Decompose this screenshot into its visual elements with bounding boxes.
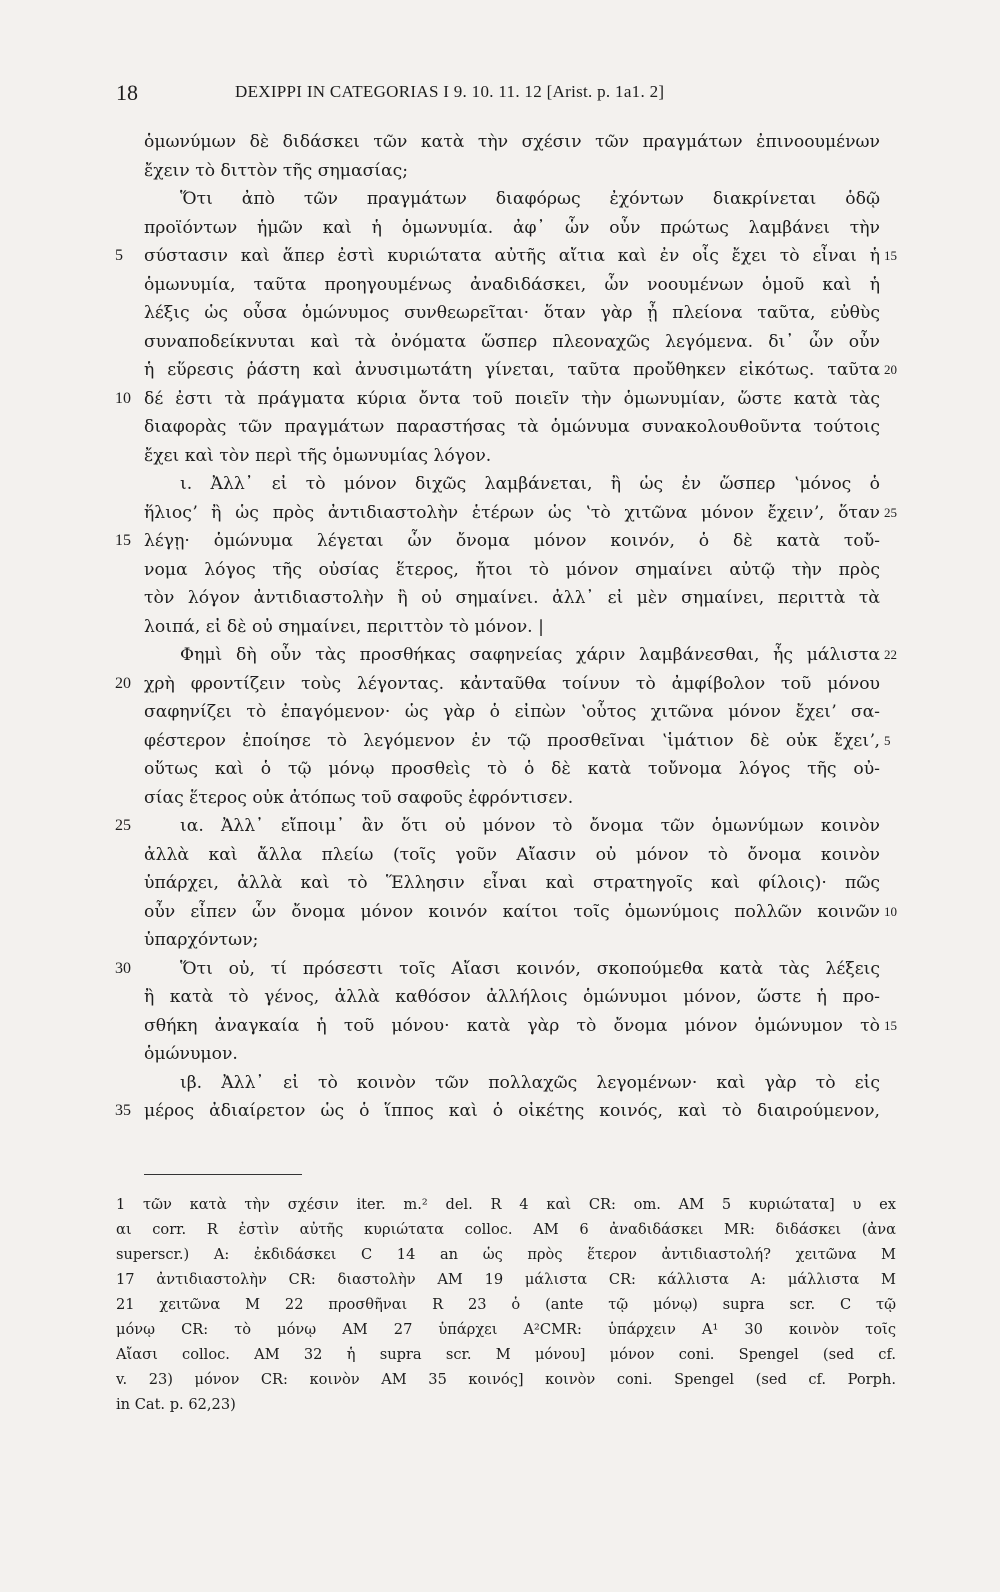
page-header	[0, 80, 1000, 110]
text-line	[0, 413, 1000, 442]
line-text: ια. Ἀλλ᾽ εἴποιμ᾽ ἂν ὅτι οὐ μόνον τὸ ὄνομα τῶν ὁμωνύμων κοινὸν	[180, 816, 880, 836]
line-text: ἔχειν τὸ διττὸν τῆς σημασίας;	[144, 160, 409, 181]
critical-apparatus	[116, 1192, 896, 1417]
text-line	[0, 841, 1000, 870]
line-number: 10	[115, 389, 131, 407]
text-line	[0, 556, 1000, 585]
line-text: ι. Ἀλλ᾽ εἰ τὸ μόνον διχῶς λαμβάνεται, ἢ ὡς ἐν ὥσπερ ʽμόνος ὁ	[180, 474, 880, 494]
line-text: προϊόντων ἡμῶν καὶ ἡ ὁμωνυμία. ἀφ᾽ ὧν οὖν πρώτως λαμβάνει τὴν	[144, 217, 880, 238]
text-line	[0, 1040, 1000, 1069]
footnote-line: μόνῳ CR: τὸ μόνῳ AM 27 ὑπάρχει A²CMR: ὑπάρχειν A¹ 30 κοινὸν τοῖς	[116, 1321, 896, 1338]
line-text: νομα λόγος τῆς οὐσίας ἕτερος, ἤτοι τὸ μόνον σημαίνει αὐτῷ τὴν πρὸς	[144, 559, 880, 580]
text-line	[0, 442, 1000, 471]
text-line	[0, 328, 1000, 357]
line-text: ὑπαρχόντων;	[144, 930, 259, 950]
footnote-line: 1 τῶν κατὰ τὴν σχέσιν iter. m.² del. R 4 καὶ CR: om. AM 5 κυριώτατα] υ ex	[116, 1196, 896, 1213]
margin-reference-number: 15	[884, 1017, 897, 1033]
footnote-line: αι corr. R ἐστὶν αὐτῆς κυριώτατα colloc. AM 6 ἀναδιδάσκει MR: διδάσκει (ἀνα	[116, 1221, 896, 1238]
text-line	[0, 385, 1000, 414]
footnote-line: in Cat. p. 62,23)	[116, 1396, 236, 1413]
text-line	[0, 157, 1000, 186]
footnote-line: 21 χειτῶνα M 22 προσθῆναι R 23 ὁ (ante τῷ μόνῳ) supra scr. C τῷ	[116, 1296, 896, 1313]
text-line	[0, 185, 1000, 214]
page-number: 18	[116, 80, 138, 105]
text-line	[0, 955, 1000, 984]
footnote-line: superscr.) A: ἐκδιδάσκει C 14 an ὡς πρὸς ἕτερον ἀντιδιαστολή? χειτῶνα M	[116, 1246, 896, 1263]
margin-reference-number: 22	[884, 647, 897, 662]
text-line	[0, 499, 1000, 528]
margin-reference-number: 20	[884, 362, 897, 377]
text-line	[0, 214, 1000, 243]
running-head: DEXIPPI IN CATEGORIAS I 9. 10. 11. 12 [Arist. p. 1a1. 2]	[235, 82, 665, 101]
text-line	[0, 641, 1000, 670]
text-line	[0, 128, 1000, 157]
line-number: 15	[115, 532, 131, 549]
text-line	[0, 584, 1000, 613]
line-text: Φημὶ δὴ οὖν τὰς προσθήκας σαφηνείας χάριν λαμβάνεσθαι, ἧς μάλιστα	[180, 645, 880, 665]
margin-reference-number: 10	[884, 903, 897, 919]
line-text: σύστασιν καὶ ἅπερ ἐστὶ κυριώτατα αὐτῆς αἴτια καὶ ἐν οἷς ἔχει τὸ εἶναι ἡ	[144, 246, 880, 266]
line-text: οὕτως καὶ ὁ τῷ μόνῳ προσθεὶς τὸ ὁ δὲ κατὰ τοὔνομα λόγος τῆς οὐ-	[144, 759, 880, 779]
line-number: 25	[115, 817, 131, 834]
line-text: οὖν εἶπεν ὧν ὄνομα μόνον κοινόν καίτοι τοῖς ὁμωνύμοις πολλῶν κοινῶν	[144, 901, 880, 922]
line-text: ὁμώνυμον.	[144, 1044, 238, 1064]
line-text: σίας ἕτερος οὐκ ἀτόπως τοῦ σαφοῦς ἐφρόντισεν.	[144, 787, 574, 808]
line-text: δέ ἐστι τὰ πράγματα κύρια ὄντα τοῦ ποιεῖν τὴν ὁμωνυμίαν, ὥστε κατὰ τὰς	[144, 388, 880, 409]
margin-reference-number: 25	[884, 504, 897, 520]
text-line	[0, 527, 1000, 556]
line-number: 35	[115, 1102, 131, 1119]
line-text: ιβ. Ἀλλ᾽ εἰ τὸ κοινὸν τῶν πολλαχῶς λεγομένων· καὶ γὰρ τὸ εἰς	[180, 1072, 880, 1093]
text-line	[0, 613, 1000, 642]
line-text: σαφηνίζει τὸ ἐπαγόμενον· ὡς γὰρ ὁ εἰπὼν ʽοὗτος χιτῶνα μόνον ἔχειʼ σα-	[144, 702, 880, 722]
text-line	[0, 299, 1000, 328]
text-line	[0, 926, 1000, 955]
line-text: χρὴ φροντίζειν τοὺς λέγοντας. κἀνταῦθα τοίνυν τὸ ἀμφίβολον τοῦ μόνου	[144, 673, 880, 694]
line-text: ἥλιοςʼ ἢ ὡς πρὸς ἀντιδιαστολὴν ἑτέρων ὡς ʽτὸ χιτῶνα μόνον ἔχεινʼ, ὅταν	[144, 502, 880, 523]
line-text: ἀλλὰ καὶ ἄλλα πλείω (τοῖς γοῦν Αἴασιν οὐ μόνον τὸ ὄνομα κοινὸν	[144, 844, 880, 865]
line-text: συναποδείκνυται καὶ τὰ ὀνόματα ὥσπερ πλεοναχῶς λεγόμενα. δι᾽ ὧν οὖν	[144, 331, 880, 352]
text-line	[0, 898, 1000, 927]
text-line	[0, 1097, 1000, 1126]
text-line	[0, 755, 1000, 784]
footnote-line: v. 23) μόνον CR: κοινὸν AM 35 κοινός] κοινὸν coni. Spengel (sed cf. Porph.	[116, 1371, 896, 1388]
line-text: ὁμωνυμία, ταῦτα προηγουμένως ἀναδιδάσκει, ὧν νοουμένων ὁμοῦ καὶ ἡ	[144, 274, 880, 295]
text-line	[0, 869, 1000, 898]
text-line	[0, 698, 1000, 727]
line-text: Ὅτι οὐ, τί πρόσεστι τοῖς Αἴασι κοινόν, σκοπούμεθα κατὰ τὰς λέξεις	[180, 958, 880, 979]
text-line	[0, 271, 1000, 300]
line-text: σθήκη ἀναγκαία ἡ τοῦ μόνου· κατὰ γὰρ τὸ ὄνομα μόνον ὁμώνυμον τὸ	[144, 1015, 880, 1036]
footnote-line: 17 ἀντιδιαστολὴν CR: διαστολὴν AM 19 μάλιστα CR: κάλλιστα A: μάλλιστα M	[116, 1271, 896, 1288]
text-line	[0, 812, 1000, 841]
line-text: μέρος ἀδιαίρετον ὡς ὁ ἵππος καὶ ὁ οἰκέτης κοινός, καὶ τὸ διαιρούμενον,	[144, 1101, 880, 1121]
line-text: ἡ εὕρεσις ῥάστη καὶ ἀνυσιμωτάτη γίνεται, ταῦτα προὔθηκεν εἰκότως. ταῦτα	[144, 360, 880, 380]
footnote-divider	[144, 1174, 302, 1175]
line-number: 20	[115, 674, 131, 692]
text-line	[0, 356, 1000, 385]
footnote-line: Αἴασι colloc. AM 32 ἡ supra scr. M μόνου] μόνον coni. Spengel (sed cf.	[116, 1346, 896, 1363]
margin-reference-number: 5	[884, 732, 891, 748]
text-line	[0, 1012, 1000, 1041]
line-number: 30	[115, 959, 131, 977]
text-line	[0, 670, 1000, 699]
line-text: λέγῃ· ὁμώνυμα λέγεται ὧν ὄνομα μόνον κοινόν, ὁ δὲ κατὰ τοὔ-	[144, 531, 880, 551]
line-text: διαφορὰς τῶν πραγμάτων παραστήσας τὰ ὁμώνυμα συνακολουθοῦντα τούτοις	[144, 417, 880, 437]
line-number: 5	[115, 247, 123, 264]
line-text: τὸν λόγον ἀντιδιαστολὴν ἢ οὐ σημαίνει. ἀλλ᾽ εἰ μὲν σημαίνει, περιττὰ τὰ	[144, 588, 880, 608]
line-text: ὁμωνύμων δὲ διδάσκει τῶν κατὰ τὴν σχέσιν τῶν πραγμάτων ἐπινοουμένων	[144, 132, 880, 152]
line-text: λοιπά, εἰ δὲ οὐ σημαίνει, περιττὸν τὸ μόνον. |	[144, 616, 544, 637]
line-text: ἔχει καὶ τὸν περὶ τῆς ὁμωνυμίας λόγον.	[144, 445, 492, 466]
line-text: λέξις ὡς οὖσα ὁμώνυμος συνθεωρεῖται· ὅταν γὰρ ᾖ πλείονα ταῦτα, εὐθὺς	[144, 303, 880, 323]
main-text	[0, 128, 1000, 1126]
line-text: ἢ κατὰ τὸ γένος, ἀλλὰ καθόσον ἀλλήλοις ὁμώνυμοι μόνον, ὥστε ἡ προ-	[144, 987, 880, 1007]
text-line	[0, 470, 1000, 499]
line-text: φέστερον ἐποίησε τὸ λεγόμενον ἐν τῷ προσθεῖναι ʽἱμάτιον δὲ οὐκ ἔχειʼ,	[144, 730, 880, 751]
line-text: Ὅτι ἀπὸ τῶν πραγμάτων διαφόρως ἐχόντων διακρίνεται ὁδῷ	[180, 189, 880, 209]
margin-reference-number: 15	[884, 248, 897, 263]
text-line	[0, 242, 1000, 271]
text-line	[0, 784, 1000, 813]
text-line	[0, 983, 1000, 1012]
line-text: ὑπάρχει, ἀλλὰ καὶ τὸ Ἕλλησιν εἶναι καὶ στρατηγοῖς καὶ φίλοις)· πῶς	[144, 873, 880, 893]
text-line	[0, 727, 1000, 756]
text-line	[0, 1069, 1000, 1098]
